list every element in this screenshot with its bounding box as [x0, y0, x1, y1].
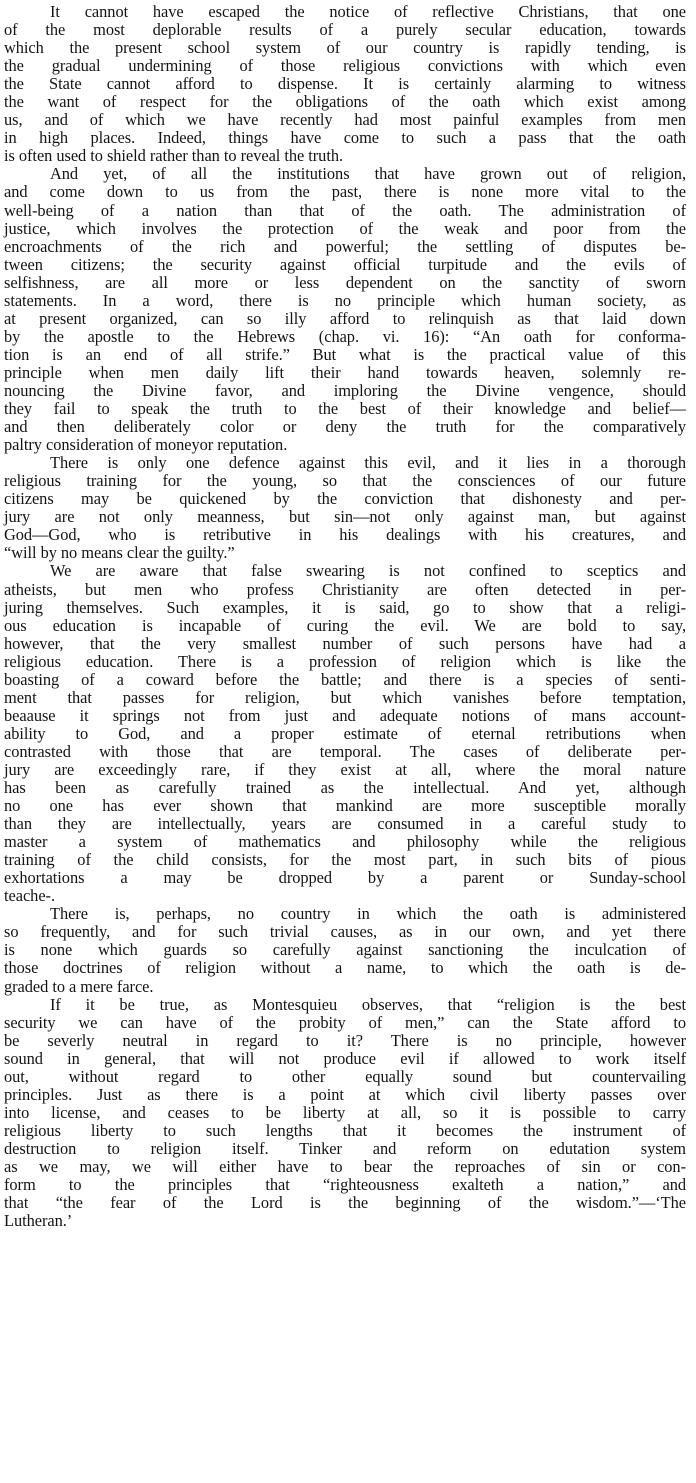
text-line: than they are intellectually, years are consumed in a careful study to [4, 814, 686, 834]
text-line: juring themselves. Such examples, it is said, go to show that a religi- [4, 597, 686, 617]
paragraph-5 [4, 905, 686, 995]
text-line: principles. Just as there is a point at which civil liberty passes over [4, 1084, 686, 1104]
text-line: ability to God, and a proper estimate of eternal retributions when [4, 723, 686, 743]
text-line: by the apostle to the Hebrews (chap. vi. 16): “An oath for conforma- [4, 326, 686, 346]
paragraph-1 [4, 3, 686, 165]
text-line: has been as carefully trained as the intellectual. And yet, although [4, 778, 686, 798]
text-line: no one has ever shown that mankind are more susceptible morally [4, 796, 686, 816]
text-line: jury are exceedingly rare, if they exist at all, where the moral nature [4, 759, 686, 779]
text-line: tween citizens; the security against official turpitude and the evils of [4, 254, 686, 274]
text-line: If it be true, as Montesquieu observes, that “religion is the best [50, 994, 686, 1014]
text-line: graded to a mere farce. [4, 976, 154, 996]
text-line: statements. In a word, there is no principle which human society, as [4, 290, 686, 310]
text-line: There is only one defence against this evil, and it lies in a thorough [50, 453, 686, 473]
text-line: citizens may be quickened by the conviction that dishonesty and per- [4, 489, 686, 509]
text-line: be severly neutral in regard to it? There is no principle, however [4, 1030, 686, 1050]
paragraph-3 [4, 454, 686, 562]
text-line: It cannot have escaped the notice of reflective Christians, that one [50, 2, 686, 21]
text-line: is often used to shield rather than to reveal the truth. [4, 146, 344, 166]
text-line: they fail to speak the truth to the best of their knowledge and belief— [4, 399, 686, 419]
text-line: which the present school system of our country is rapidly tending, is [4, 38, 686, 58]
text-line: nouncing the Divine favor, and imploring the Divine vengence, should [4, 380, 686, 400]
text-line: Lutheran.’ [4, 1211, 73, 1231]
text-line: ment that passes for religion, but which vanishes before temptation, [4, 687, 686, 707]
text-line: into license, and ceases to be liberty at all, so it is possible to carry [4, 1102, 686, 1122]
text-line: us, and of which we have recently had most painful examples from men [4, 110, 686, 130]
text-line: principle when men daily lift their hand towards heaven, solemnly re- [4, 362, 686, 382]
text-line: “will by no means clear the guilty.” [4, 543, 235, 563]
article-column [4, 3, 686, 1230]
text-line: however, that the very smallest number of such persons have had a [4, 633, 686, 653]
text-line: and come down to us from the past, there is none more vital to the [4, 182, 686, 202]
text-line: out, without regard to other equally sound but countervailing [4, 1066, 686, 1086]
text-line: There is, perhaps, no country in which the oath is administered [50, 904, 686, 924]
text-line: well-being of a nation than that of the oath. The administration of [4, 200, 686, 220]
text-line: exhortations a may be dropped by a parent or Sunday-school [4, 868, 686, 888]
text-line: training of the child consists, for the most part, in such bits of pious [4, 850, 686, 870]
paragraph-6 [4, 996, 686, 1231]
text-line: religious education. There is a profession of religion which is like the [4, 651, 686, 671]
text-line: justice, which involves the protection of the weak and poor from the [4, 218, 686, 238]
text-line: security we can have of the probity of men,” can the State afford to [4, 1012, 686, 1032]
text-line: paltry consideration of moneyor reputation. [4, 435, 288, 455]
text-line: form to the principles that “righteousness exalteth a nation,” and [4, 1175, 686, 1195]
text-line: teache‐. [4, 886, 56, 906]
paragraph-2 [4, 165, 686, 454]
text-line: so frequently, and for such trivial causes, as in our own, and yet there [4, 922, 686, 942]
text-line: of the most deplorable results of a purely secular education, towards [4, 20, 686, 40]
text-line: religious liberty to such lengths that it becomes the instrument of [4, 1120, 686, 1140]
text-line: the want of respect for the obligations of the oath which exist among [4, 92, 686, 112]
text-line: in high places. Indeed, things have come to such a pass that the oath [4, 128, 686, 148]
text-line: the gradual undermining of those religious convictions with which even [4, 56, 686, 76]
text-line: contrasted with those that are temporal. The cases of deliberate per- [4, 741, 686, 761]
text-line: the State cannot afford to dispense. It is certainly alarming to witness [4, 74, 686, 94]
text-line: as we may, we will either have to bear the reproaches of sin or con- [4, 1157, 686, 1176]
text-line: jury are not only meanness, but sin—not only against man, but against [4, 507, 686, 527]
text-line: And yet, of all the institutions that have grown out of religion, [50, 164, 686, 184]
text-line: at present organized, can so illy afford to relinquish as that laid down [4, 308, 686, 328]
text-line: ous education is incapable of curing the evil. We are bold to say, [4, 615, 686, 635]
text-line: that “the fear of the Lord is the beginning of the wisdom.”—‘The [4, 1193, 686, 1213]
text-line: boasting of a coward before the battle; and there is a species of senti- [4, 669, 686, 689]
text-line: master a system of mathematics and philosophy while the religious [4, 832, 686, 852]
text-line: is none which guards so carefully against sanctioning the inculcation of [4, 940, 686, 960]
text-line: beaause it springs not from just and adequate notions of mans account- [4, 705, 686, 725]
text-line: encroachments of the rich and powerful; the settling of disputes be- [4, 236, 686, 256]
text-line: and then deliberately color or deny the truth for the comparatively [4, 417, 686, 437]
paragraph-4 [4, 562, 686, 905]
text-line: religious training for the young, so that the consciences of our future [4, 471, 686, 491]
text-line: God—God, who is retributive in his dealings with his creatures, and [4, 525, 686, 545]
text-line: sound in general, that will not produce evil if allowed to work itself [4, 1048, 686, 1068]
text-line: tion is an end of all strife.” But what is the practical value of this [4, 344, 686, 364]
text-line: We are aware that false swearing is not confined to sceptics and [50, 561, 686, 581]
text-line: selfishness, are all more or less dependent on the sanctity of sworn [4, 272, 686, 292]
text-line: atheists, but men who profess Christianity are often detected in per- [4, 579, 686, 599]
text-line: destruction to religion itself. Tinker and reform on edutation system [4, 1138, 686, 1158]
text-line: those doctrines of religion without a name, to which the oath is de- [4, 958, 686, 978]
